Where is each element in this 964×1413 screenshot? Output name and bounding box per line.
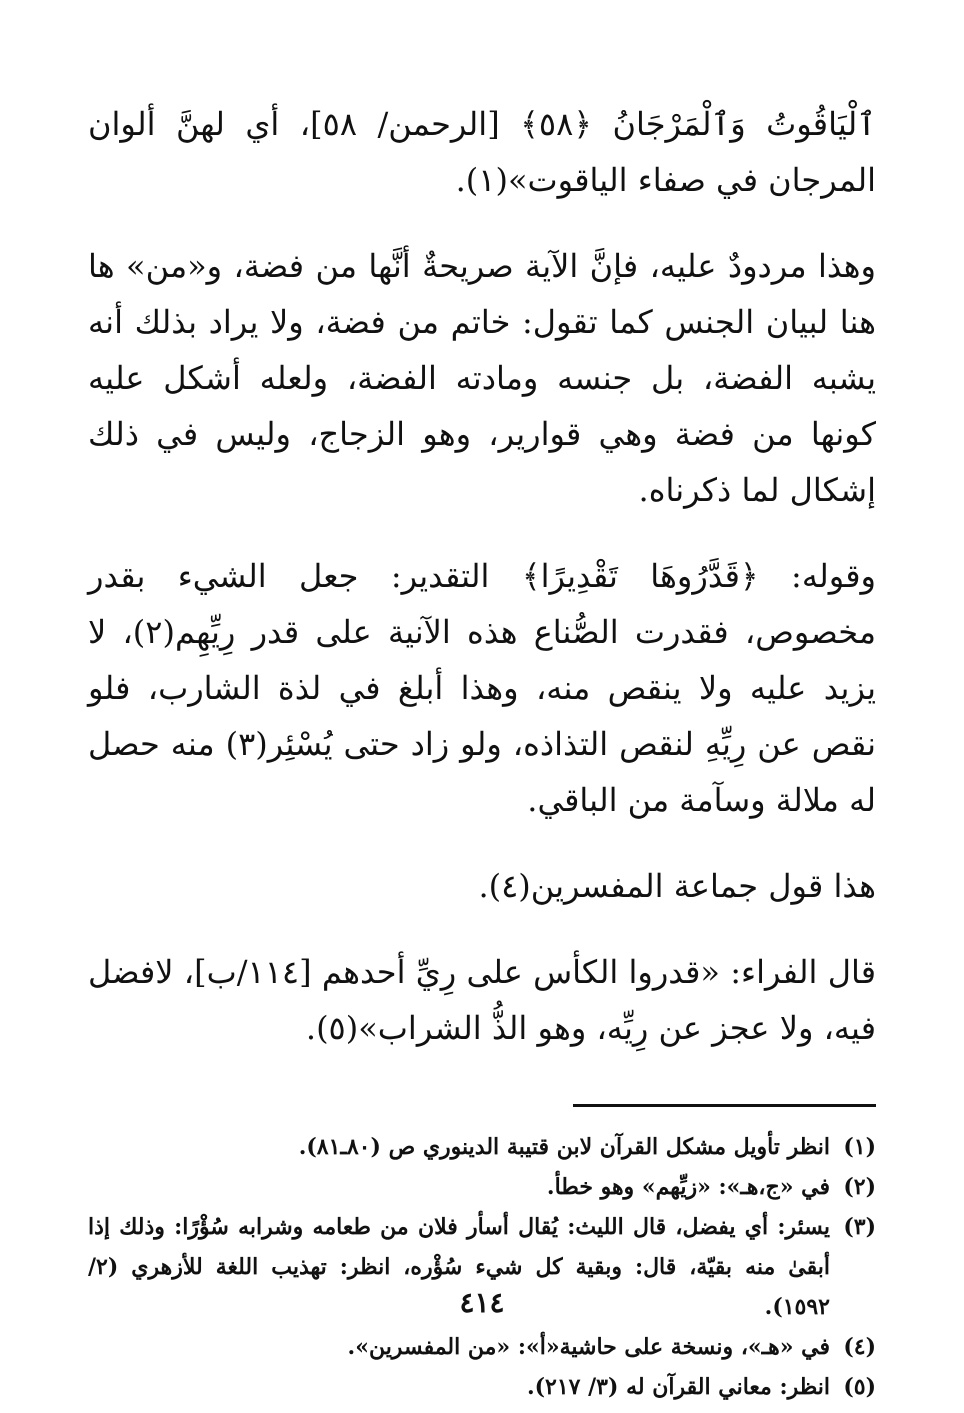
footnote-text: انظر تأويل مشكل القرآن لابن قتيبة الدينوري ص (٨٠ـ٨١).: [298, 1134, 830, 1160]
footnote-text: في «هـ»، ونسخة على حاشية«أ»: «من المفسرين».: [347, 1334, 830, 1360]
footnote-number: (١): [843, 1134, 876, 1160]
footnote-number: (٣): [843, 1214, 876, 1240]
footnote-number: (٥): [843, 1374, 876, 1400]
footnote-text: في «ج،هـ»: «زيِّهم» وهو خطأ.: [546, 1174, 830, 1200]
footnote-text: انظر: معاني القرآن له (٣/ ٢١٧).: [526, 1374, 830, 1400]
paragraph-1: ٱلْيَاقُوتُ وَٱلْمَرْجَانُ ﴿٥٨﴾ [الرحمن/ ٥٨]، أي لهنَّ ألوان المرجان في صفاء الياقوت»(١).: [88, 105, 877, 199]
footnote-4: [88, 1327, 876, 1367]
footnote-5: [88, 1367, 876, 1407]
page-number: ٤١٤: [459, 1286, 505, 1319]
footnote-divider: [573, 1104, 876, 1107]
footnote-number: (٤): [843, 1334, 876, 1360]
footnote-number: (٢): [843, 1174, 876, 1200]
footnote-1: [88, 1127, 876, 1167]
footnotes: [88, 1127, 876, 1407]
paragraph-2: وهذا مردودٌ عليه، فإنَّ الآية صريحةٌ أنَّها من فضة، و«من» ها هنا لبيان الجنس كما تقول: خاتم من فضة، ولا يراد بذلك أنه يشبه الفضة، بل جنسه ومادته الفضة، ولعله أشكل عليه كونها من فضة وهي قوارير، وهو الزجاج، وليس في ذلك إشكال لما ذكرناه.: [88, 247, 877, 509]
paragraph-5: قال الفراء: «قدروا الكأس على رِيِّ أحدهم [١١٤/ب]، لافضل فيه، ولا عجز عن رِيِّه، وهو الذُّ الشراب»(٥).: [88, 953, 877, 1047]
footnote-text: يسئر: أي يفضل، قال الليث: يُقال أسأر فلان من طعامه وشرابه سُؤْرًا: وذلك إذا أبقىٰ منه بقيّة، قال: وبقية كل شيء سُؤْره، انظر: تهذيب اللغة للأزهري (٢/ ١٥٩٢).: [88, 1214, 830, 1320]
paragraph-4: هذا قول جماعة المفسرين(٤).: [478, 867, 876, 905]
footnote-2: [88, 1167, 876, 1207]
paragraph-3: وقوله: ﴿قَدَّرُوهَا تَقْدِيرًا﴾ التقدير: جعل الشيء بقدر مخصوص، فقدرت الصُّناع هذه الآنية على قدر رِيِّهِم(٢)، لا يزيد عليه ولا ينقص منه، وهذا أبلغ في لذة الشارب، فلو نقص عن رِيِّهِ لنقص التذاذه، ولو زاد حتى يُسْئِر(٣) منه حصل له ملالة وسآمة من الباقي.: [88, 557, 877, 819]
